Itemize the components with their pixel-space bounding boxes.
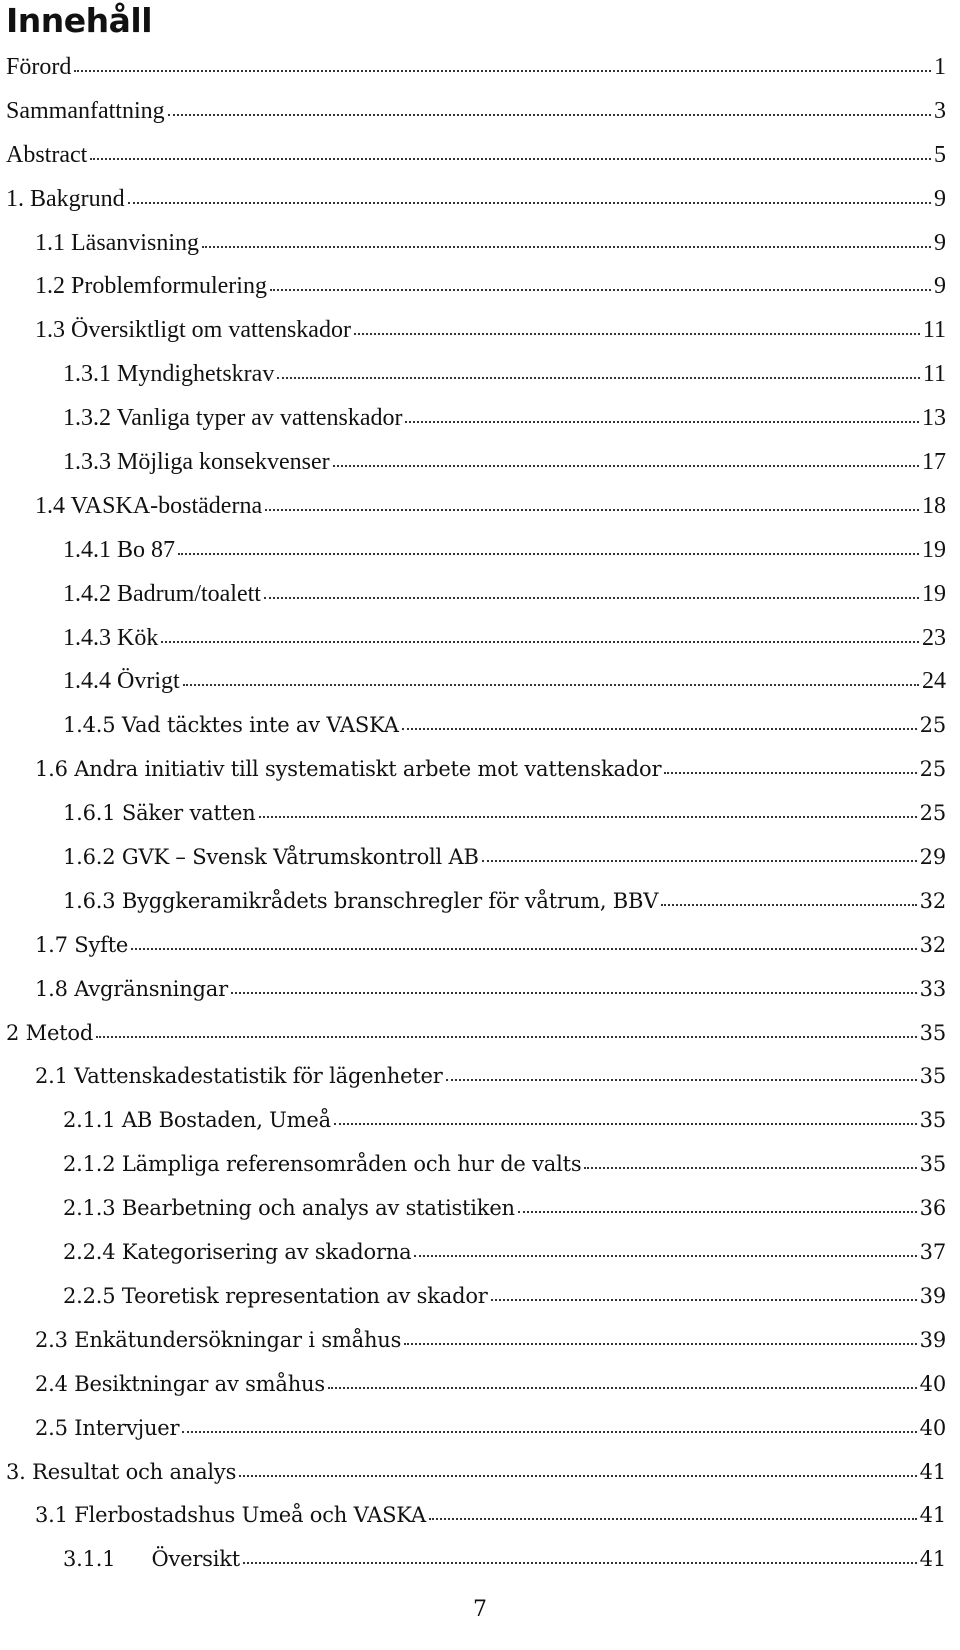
dot-leader [482, 858, 917, 862]
toc-entry[interactable] [0, 880, 960, 924]
dot-leader [414, 1253, 916, 1257]
dot-leader [404, 1341, 916, 1345]
dot-leader [96, 1034, 917, 1038]
toc-entry[interactable] [0, 1319, 960, 1363]
page-number: 7 [473, 1597, 487, 1622]
toc-entry[interactable] [0, 309, 960, 353]
toc-entry-page: 40 [919, 1415, 946, 1440]
toc-entry-label: 1. Bakgrund [6, 185, 125, 212]
toc-entry-label: 1.4.3 Kök [63, 624, 159, 651]
toc-entry[interactable] [0, 748, 960, 792]
toc-entry-label: 1.4.5 Vad täcktes inte av VASKA [63, 713, 399, 738]
toc-entry-page: 29 [919, 845, 946, 870]
toc-entry-page: 39 [919, 1327, 946, 1352]
dot-leader [74, 68, 931, 72]
toc-entry[interactable] [0, 660, 960, 704]
toc-entry-label: 1.3 Översiktligt om vattenskador [35, 317, 351, 344]
toc-entry-label: 1.6.3 Byggkeramikrådets branschregler för våtrum, BBV [63, 888, 659, 913]
toc-entry[interactable] [0, 1231, 960, 1275]
dot-leader [90, 156, 931, 160]
toc-entry-label: 1.3.2 Vanliga typer av vattenskador [63, 405, 403, 432]
dot-leader [239, 1473, 917, 1477]
toc-entry-label: 1.1 Läsanvisning [35, 229, 199, 256]
toc-entry[interactable] [0, 1012, 960, 1056]
toc-entry[interactable] [0, 485, 960, 529]
dot-leader [265, 507, 919, 511]
toc-entry-page: 35 [919, 1020, 946, 1045]
toc-entry-page: 9 [934, 229, 946, 256]
toc-entry[interactable] [0, 1099, 960, 1143]
toc-entry-page: 35 [919, 1064, 946, 1089]
table-of-contents [0, 46, 960, 1582]
toc-entry-page: 37 [919, 1240, 946, 1265]
toc-entry[interactable] [0, 1055, 960, 1099]
toc-entry-page: 35 [919, 1152, 946, 1177]
toc-entry-page: 33 [919, 976, 946, 1001]
toc-entry[interactable] [0, 968, 960, 1012]
toc-entry[interactable] [0, 134, 960, 178]
dot-leader [334, 1121, 917, 1125]
toc-entry-label: 1.6.1 Säker vatten [63, 801, 256, 826]
toc-entry-label: 2.1.2 Lämpliga referensområden och hur de valts [63, 1152, 582, 1177]
toc-entry-page: 36 [919, 1196, 946, 1221]
toc-entry-page: 23 [922, 624, 946, 651]
toc-entry-page: 25 [919, 713, 946, 738]
toc-entry-page: 41 [919, 1547, 946, 1572]
dot-leader [161, 639, 919, 643]
dot-leader [277, 375, 920, 379]
dot-leader [328, 1385, 917, 1389]
toc-entry[interactable] [0, 1407, 960, 1451]
toc-entry[interactable] [0, 441, 960, 485]
dot-leader [202, 244, 931, 248]
toc-entry-page: 32 [919, 932, 946, 957]
toc-entry[interactable] [0, 1363, 960, 1407]
toc-entry-label: 1.7 Syfte [35, 932, 129, 957]
toc-entry-label: 1.4 VASKA-bostäderna [35, 492, 263, 519]
toc-entry-label: 3.1.1 Översikt [63, 1547, 241, 1572]
toc-entry-label: 1.8 Avgränsningar [35, 976, 228, 1001]
dot-leader [183, 682, 919, 686]
toc-entry-label: Abstract [6, 141, 88, 168]
dot-leader [518, 1209, 917, 1213]
toc-entry[interactable] [0, 529, 960, 573]
dot-leader [270, 287, 931, 291]
toc-entry-page: 24 [922, 668, 946, 695]
dot-leader [405, 419, 919, 423]
toc-entry-label: 2.5 Intervjuer [35, 1415, 180, 1440]
toc-entry-page: 18 [922, 492, 946, 519]
toc-entry-page: 32 [919, 888, 946, 913]
toc-entry-label: 2.4 Besiktningar av småhus [35, 1371, 325, 1396]
toc-entry[interactable] [0, 836, 960, 880]
toc-entry-label: 2.2.4 Kategorisering av skadorna [63, 1240, 412, 1265]
toc-entry-page: 19 [922, 580, 946, 607]
toc-heading: Innehåll [6, 1, 153, 40]
toc-entry-label: 1.4.1 Bo 87 [63, 536, 176, 563]
toc-entry-label: Sammanfattning [6, 97, 165, 124]
toc-entry-label: 1.3.3 Möjliga konsekvenser [63, 449, 330, 476]
dot-leader [259, 814, 917, 818]
dot-leader [231, 990, 917, 994]
dot-leader [131, 946, 917, 950]
toc-entry[interactable] [0, 617, 960, 661]
toc-entry-page: 3 [934, 97, 946, 124]
toc-entry[interactable] [0, 353, 960, 397]
toc-entry[interactable] [0, 265, 960, 309]
dot-leader [661, 902, 916, 906]
toc-entry-page: 17 [922, 449, 946, 476]
toc-entry[interactable] [0, 46, 960, 90]
toc-entry-label: 2.2.5 Teoretisk representation av skador [63, 1283, 488, 1308]
toc-entry-label: 1.4.4 Övrigt [63, 668, 180, 695]
dot-leader [168, 112, 931, 116]
toc-entry-page: 19 [922, 536, 946, 563]
toc-entry[interactable] [0, 1143, 960, 1187]
toc-entry-page: 11 [922, 361, 946, 388]
toc-entry-label: 2.1 Vattenskadestatistik för lägenheter [35, 1064, 443, 1089]
dot-leader [182, 1429, 916, 1433]
toc-entry-page: 25 [919, 757, 946, 782]
toc-entry-label: 1.2 Problemformulering [35, 273, 267, 300]
toc-entry-page: 11 [922, 317, 946, 344]
toc-entry-page: 5 [934, 141, 946, 168]
toc-entry[interactable] [0, 924, 960, 968]
toc-entry-label: 2 Metod [6, 1020, 94, 1045]
toc-entry[interactable] [0, 1451, 960, 1495]
dot-leader [243, 1560, 917, 1564]
dot-leader [333, 463, 919, 467]
dot-leader [402, 726, 917, 730]
toc-entry-label: 3.1 Flerbostadshus Umeå och VASKA [35, 1503, 426, 1528]
toc-entry[interactable] [0, 704, 960, 748]
toc-entry[interactable] [0, 1494, 960, 1538]
toc-entry-label: Förord [6, 54, 72, 80]
toc-entry-label: 1.6 Andra initiativ till systematiskt arbete mot vattenskador [35, 757, 662, 782]
toc-entry-page: 41 [919, 1503, 946, 1528]
toc-entry[interactable] [0, 397, 960, 441]
toc-entry-page: 9 [934, 185, 946, 212]
dot-leader [584, 1165, 916, 1169]
dot-leader [491, 1297, 917, 1301]
toc-entry-page: 9 [934, 273, 946, 300]
toc-entry[interactable] [0, 222, 960, 266]
dot-leader [264, 595, 919, 599]
toc-entry-label: 3. Resultat och analys [6, 1459, 237, 1484]
toc-entry-page: 39 [919, 1283, 946, 1308]
dot-leader [128, 200, 931, 204]
toc-entry-label: 1.4.2 Badrum/toalett [63, 580, 261, 607]
toc-entry[interactable] [0, 1538, 960, 1582]
toc-entry-page: 13 [922, 405, 946, 432]
dot-leader [354, 331, 920, 335]
dot-leader [178, 551, 919, 555]
toc-entry-page: 35 [919, 1108, 946, 1133]
toc-entry-label: 1.3.1 Myndighetskrav [63, 361, 275, 388]
toc-entry[interactable] [0, 1187, 960, 1231]
dot-leader [446, 1077, 917, 1081]
toc-entry-page: 1 [934, 54, 946, 80]
toc-entry-page: 40 [919, 1371, 946, 1396]
toc-entry[interactable] [0, 90, 960, 134]
toc-entry-label: 1.6.2 GVK – Svensk Våtrumskontroll AB [63, 845, 479, 870]
toc-entry[interactable] [0, 1275, 960, 1319]
toc-entry-page: 41 [919, 1459, 946, 1484]
toc-entry[interactable] [0, 792, 960, 836]
dot-leader [429, 1516, 917, 1520]
toc-entry[interactable] [0, 178, 960, 222]
toc-entry-label: 2.3 Enkätundersökningar i småhus [35, 1327, 402, 1352]
dot-leader [664, 770, 916, 774]
toc-entry-label: 2.1.1 AB Bostaden, Umeå [63, 1108, 331, 1133]
toc-entry-page: 25 [919, 801, 946, 826]
toc-entry-label: 2.1.3 Bearbetning och analys av statistiken [63, 1196, 515, 1221]
toc-entry[interactable] [0, 573, 960, 617]
